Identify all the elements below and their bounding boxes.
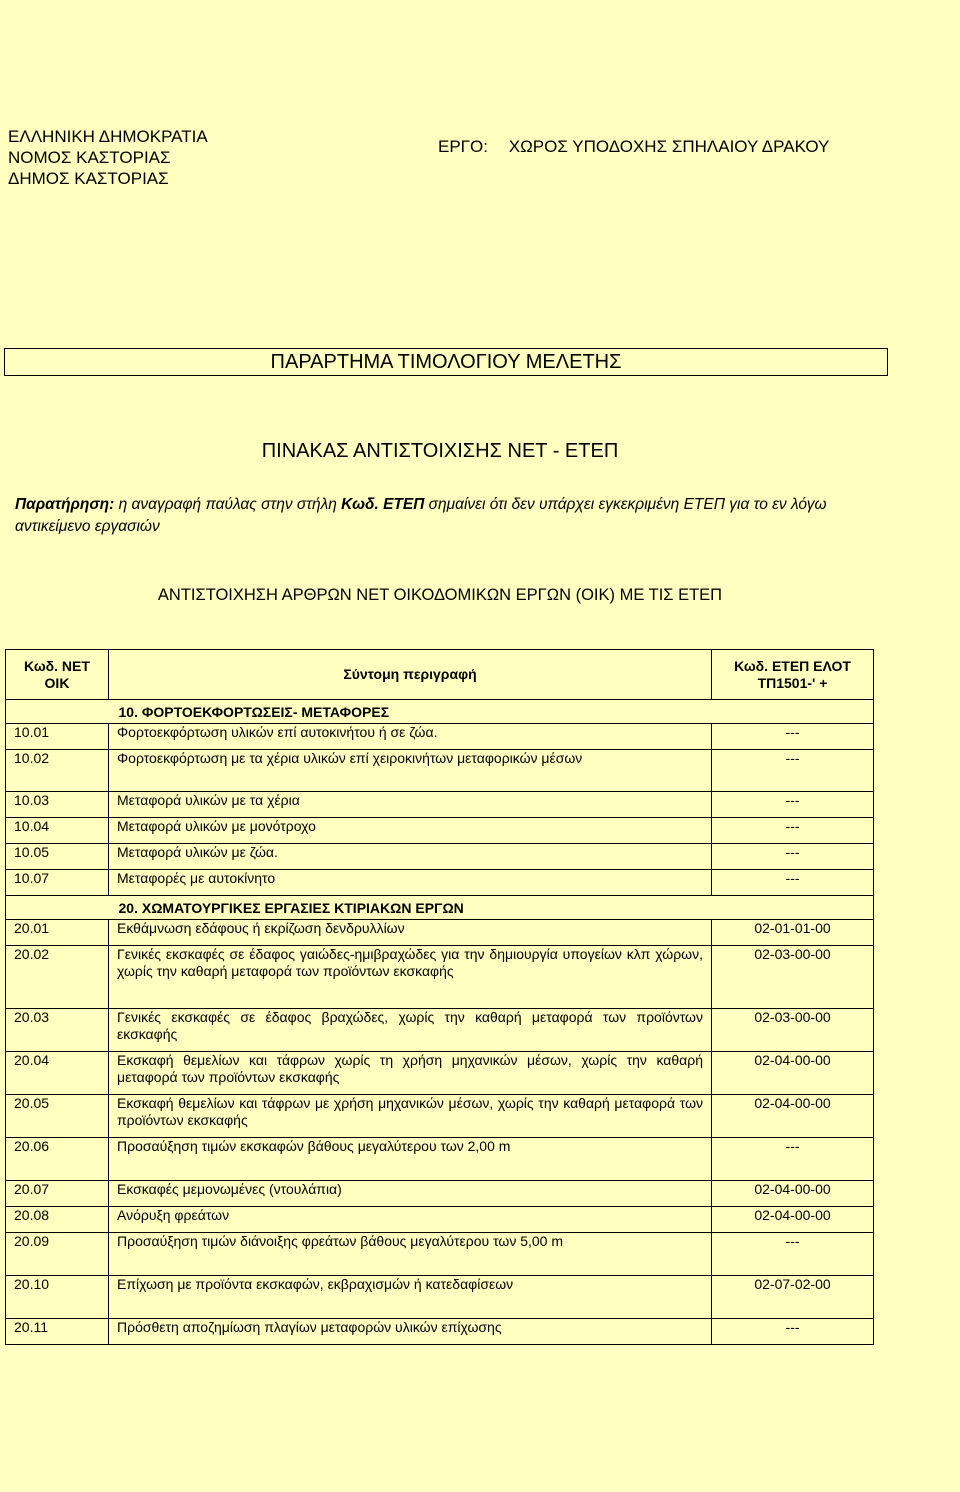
project-name: ΧΩΡΟΣ ΥΠΟΔΟΧΗΣ ΣΠΗΛΑΙΟΥ ΔΡΑΚΟΥ — [508, 137, 830, 156]
group-row — [6, 896, 874, 920]
table-row — [6, 818, 874, 844]
row-code: 10.05 — [6, 844, 109, 870]
header-code — [6, 650, 109, 700]
correspondence-table — [5, 649, 874, 1345]
project-label: ΕΡΓΟ: — [438, 137, 488, 156]
row-description: Φορτοεκφόρτωση υλικών επί αυτοκινήτου ή σε ζώα. — [109, 724, 712, 750]
table-row — [6, 750, 874, 792]
row-code: 20.03 — [6, 1009, 109, 1052]
row-description: Φορτοεκφόρτωση με τα χέρια υλικών επί χειροκινήτων μεταφορικών μέσων — [109, 750, 712, 792]
row-etep-code: --- — [712, 1138, 874, 1181]
table-header-row — [6, 650, 874, 700]
group-code-cell — [6, 896, 109, 920]
row-etep-code: --- — [712, 792, 874, 818]
group-code-cell — [6, 700, 109, 724]
row-description: Μεταφορά υλικών με μονότροχο — [109, 818, 712, 844]
authority-line: ΝΟΜΟΣ ΚΑΣΤΟΡΙΑΣ — [8, 148, 171, 167]
group-row — [6, 700, 874, 724]
row-code: 20.10 — [6, 1276, 109, 1319]
table-row — [6, 844, 874, 870]
table-row — [6, 870, 874, 896]
note — [15, 494, 875, 538]
table-row — [6, 1233, 874, 1276]
table-row — [6, 1052, 874, 1095]
row-description: Εκσκαφή θεμελίων και τάφρων χωρίς τη χρήση μηχανικών μέσων, χωρίς την καθαρή μεταφορά των προϊόντων εκσκαφής — [109, 1052, 712, 1095]
row-code: 10.04 — [6, 818, 109, 844]
header-etep — [712, 650, 874, 700]
header-desc: Σύντομη περιγραφή — [109, 650, 712, 700]
table-title: ΠΙΝΑΚΑΣ ΑΝΤΙΣΤΟΙΧΙΣΗΣ ΝΕΤ - ΕΤΕΠ — [261, 440, 619, 462]
table-row — [6, 946, 874, 1009]
note-label: Παρατήρηση: — [15, 496, 115, 513]
row-code: 20.06 — [6, 1138, 109, 1181]
table-row — [6, 1138, 874, 1181]
row-code: 20.02 — [6, 946, 109, 1009]
row-code: 20.09 — [6, 1233, 109, 1276]
table-row — [6, 1095, 874, 1138]
row-code: 10.03 — [6, 792, 109, 818]
group-title: 10. ΦΟΡΤΟΕΚΦΟΡΤΩΣΕΙΣ- ΜΕΤΑΦΟΡΕΣ — [109, 700, 712, 724]
header-code-line1: Κωδ. ΝΕΤ — [24, 657, 90, 674]
table-row — [6, 1207, 874, 1233]
row-etep-code: --- — [712, 1233, 874, 1276]
row-description: Ανόρυξη φρεάτων — [109, 1207, 712, 1233]
row-description: Εκσκαφές μεμονωμένες (ντουλάπια) — [109, 1181, 712, 1207]
row-description: Γενικές εκσκαφές σε έδαφος βραχώδες, χωρίς την καθαρή μεταφορά των προϊόντων εκσκαφής — [109, 1009, 712, 1052]
authority-line: ΕΛΛΗΝΙΚΗ ΔΗΜΟΚΡΑΤΙΑ — [8, 127, 208, 146]
row-etep-code: 02-03-00-00 — [712, 1009, 874, 1052]
note-text-before: η αναγραφή παύλας στην στήλη — [114, 496, 342, 513]
row-code: 20.07 — [6, 1181, 109, 1207]
group-etep-cell — [712, 700, 874, 724]
row-description: Πρόσθετη αποζημίωση πλαγίων μεταφορών υλικών επίχωσης — [109, 1319, 712, 1345]
project-line — [438, 136, 829, 157]
issuing-authority — [8, 126, 208, 189]
row-etep-code: 02-04-00-00 — [712, 1181, 874, 1207]
row-code: 20.11 — [6, 1319, 109, 1345]
row-description: Εκσκαφή θεμελίων και τάφρων με χρήση μηχανικών μέσων, χωρίς την καθαρή μεταφορά των προϊόντων εκσκαφής — [109, 1095, 712, 1138]
header-code-line2: ΟΙΚ — [44, 674, 70, 691]
note-highlight: Κωδ. ΕΤΕΠ — [341, 496, 425, 513]
row-etep-code: 02-04-00-00 — [712, 1095, 874, 1138]
header-etep-line1: Κωδ. ΕΤΕΠ ΕΛΟΤ — [734, 657, 851, 674]
table-row — [6, 1319, 874, 1345]
note-text-after: σημαίνει ότι δεν υπάρχει εγκεκριμένη ΕΤΕΠ για το εν λόγω αντικείμενο εργασιών — [15, 496, 827, 535]
table-row — [6, 920, 874, 946]
row-description: Γενικές εκσκαφές σε έδαφος γαιώδες-ημιβραχώδες για την δημιουργία υπογείων κλπ χώρων, χωρίς την καθαρή μεταφορά των προϊόντων εκσκαφής — [109, 946, 712, 1009]
row-description: Μεταφορά υλικών με ζώα. — [109, 844, 712, 870]
row-etep-code: --- — [712, 1319, 874, 1345]
table-row — [6, 1181, 874, 1207]
row-description: Εκθάμνωση εδάφους ή εκρίζωση δενδρυλλίων — [109, 920, 712, 946]
header-etep-line2: ΤΠ1501-' + — [757, 674, 828, 691]
row-description: Προσαύξηση τιμών εκσκαφών βάθους μεγαλύτερου των 2,00 m — [109, 1138, 712, 1181]
row-description: Προσαύξηση τιμών διάνοιξης φρεάτων βάθους μεγαλύτερου των 5,00 m — [109, 1233, 712, 1276]
row-code: 20.01 — [6, 920, 109, 946]
row-code: 10.07 — [6, 870, 109, 896]
row-code: 10.02 — [6, 750, 109, 792]
table-row — [6, 1009, 874, 1052]
row-etep-code: --- — [712, 750, 874, 792]
row-etep-code: 02-04-00-00 — [712, 1052, 874, 1095]
row-code: 10.01 — [6, 724, 109, 750]
row-etep-code: 02-03-00-00 — [712, 946, 874, 1009]
row-etep-code: --- — [712, 844, 874, 870]
group-title: 20. ΧΩΜΑΤΟΥΡΓΙΚΕΣ ΕΡΓΑΣΙΕΣ ΚΤΙΡΙΑΚΩΝ ΕΡΓΩΝ — [109, 896, 712, 920]
row-etep-code: --- — [712, 818, 874, 844]
annex-title: ΠΑΡΑΡΤΗΜΑ ΤΙΜΟΛΟΓΙΟΥ ΜΕΛΕΤΗΣ — [4, 348, 888, 376]
row-etep-code: 02-07-02-00 — [712, 1276, 874, 1319]
table-row — [6, 1276, 874, 1319]
authority-line: ΔΗΜΟΣ ΚΑΣΤΟΡΙΑΣ — [8, 169, 169, 188]
row-code: 20.05 — [6, 1095, 109, 1138]
row-etep-code: 02-04-00-00 — [712, 1207, 874, 1233]
row-etep-code: --- — [712, 870, 874, 896]
group-etep-cell — [712, 896, 874, 920]
table-row — [6, 792, 874, 818]
table-row — [6, 724, 874, 750]
row-code: 20.04 — [6, 1052, 109, 1095]
section-heading: ΑΝΤΙΣΤΟΙΧΗΣΗ ΑΡΘΡΩΝ ΝΕΤ ΟΙΚΟΔΟΜΙΚΩΝ ΕΡΓΩΝ (ΟΙΚ) ΜΕ ΤΙΣ ΕΤΕΠ — [157, 586, 723, 604]
row-description: Επίχωση με προϊόντα εκσκαφών, εκβραχισμών ή κατεδαφίσεων — [109, 1276, 712, 1319]
row-description: Μεταφορά υλικών με τα χέρια — [109, 792, 712, 818]
row-description: Μεταφορές με αυτοκίνητο — [109, 870, 712, 896]
row-code: 20.08 — [6, 1207, 109, 1233]
row-etep-code: 02-01-01-00 — [712, 920, 874, 946]
row-etep-code: --- — [712, 724, 874, 750]
